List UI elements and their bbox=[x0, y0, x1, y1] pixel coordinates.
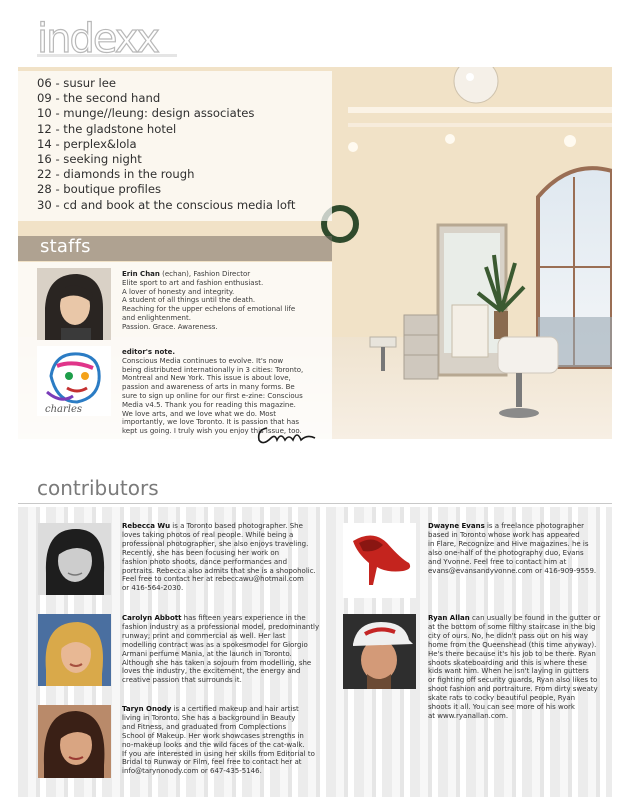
bio-line: and Yvonne. Feel free to contact him at bbox=[428, 557, 567, 566]
toc-item: 30 - cd and book at the conscious media loft bbox=[37, 197, 296, 212]
note-line: importantly, we love Toronto. It is passion that has bbox=[122, 418, 300, 427]
bio-line: based in Toronto whose work has appeared bbox=[428, 530, 580, 539]
bio-line: or fighting off security guards, Ryan also likes to bbox=[428, 676, 598, 685]
staffs-title: staffs bbox=[40, 236, 91, 257]
bio-line: in Flare, Recognize and Hive magazines. he is bbox=[428, 539, 589, 548]
ryan-allan-photo bbox=[343, 614, 416, 689]
bio-line: Reaching for the upper echelons of emotional life bbox=[122, 305, 296, 314]
toc-item: 06 - susur lee bbox=[37, 76, 117, 90]
bio-line: at www.ryanallan.com. bbox=[428, 711, 509, 720]
carolyn-abbott-photo bbox=[38, 614, 111, 686]
bio-line: and Fitness, and graduated from Complections bbox=[122, 722, 287, 731]
bio-line: is a certified makeup and hair artist bbox=[171, 705, 299, 713]
toc-item: 22 - diamonds in the rough bbox=[37, 167, 195, 182]
bio-carolyn-abbott bbox=[122, 614, 330, 685]
bio-rebecca-wu bbox=[122, 522, 330, 593]
erin-chan-name: Erin Chan bbox=[122, 270, 160, 278]
bio-line: A lover of honesty and integrity. bbox=[122, 287, 235, 296]
bio-line: kids want him. When he isn't laying in gutters bbox=[428, 667, 589, 676]
toc-item: 12 - the gladstone hotel bbox=[37, 121, 177, 136]
bio-line: modelling contract was as a spokesmodel for Giorgio bbox=[122, 640, 308, 649]
bio-dwayne-evans bbox=[428, 522, 609, 575]
bio-line: Although she has taken a sojourn from modelling, she bbox=[122, 658, 312, 667]
bio-line: skate rats to cocky beautiful people, Ryan bbox=[428, 694, 576, 703]
note-line: passion and awareness of arts in many forms. Be bbox=[122, 383, 295, 392]
bio-line: living in Toronto. She has a background in Beauty bbox=[122, 713, 296, 722]
bio-line: also one-half of the photography duo, Evans bbox=[428, 548, 584, 557]
bio-line: no-makeup looks and the wild faces of the cat-walk. bbox=[122, 740, 305, 749]
bio-line: city of ours. No, he didn't pass out on his way bbox=[428, 631, 588, 640]
contributor-name: Dwayne Evans bbox=[428, 522, 485, 530]
contributor-name: Carolyn Abbott bbox=[122, 614, 182, 622]
bio-line: Armani perfume Mania, at the launch in Toronto. bbox=[122, 649, 292, 658]
bio-line: loves the industry, the excitement, the energy and bbox=[122, 667, 301, 676]
bio-line: info@tarynonody.com or 647-435-5146. bbox=[122, 767, 262, 776]
note-line: Conscious Media continues to evolve. It's now bbox=[122, 356, 284, 365]
editors-note-heading: editor's note. bbox=[122, 348, 176, 356]
bio-line: Recently, she has been focusing her work on bbox=[122, 548, 280, 557]
dwayne-evans-photo bbox=[343, 523, 416, 598]
editors-note bbox=[122, 348, 330, 436]
bio-line: and enlightenment. bbox=[122, 313, 191, 322]
contributors-heading: contributors bbox=[37, 476, 159, 500]
taryn-onody-photo bbox=[38, 705, 111, 778]
rebecca-wu-photo bbox=[38, 523, 111, 595]
bio-taryn-onody bbox=[122, 705, 330, 776]
bio-line: A student of all things until the death. bbox=[122, 296, 256, 305]
bio-line: loves taking photos of real people. While being a bbox=[122, 530, 294, 539]
bio-line: runway; print and commercial as well. Her last bbox=[122, 631, 286, 640]
bio-line: shoots it all. You can see more of his work bbox=[428, 703, 575, 712]
bio-line: portraits. Rebecca also admits that she is a shopoholic. bbox=[122, 566, 316, 575]
toc-item: 10 - munge//leung: design associates bbox=[37, 106, 255, 121]
divider bbox=[18, 503, 612, 504]
toc-item: 09 - the second hand bbox=[37, 91, 161, 106]
bio-line: fashion photo shoots, dance performances and bbox=[122, 557, 288, 566]
bio-line: He's there because it's his job to be there. Ryan bbox=[428, 649, 596, 658]
bio-line: Bridal to Runway or Film, feel free to contact her at bbox=[122, 758, 302, 767]
bio-ryan-allan bbox=[428, 614, 609, 721]
bio-line: Elite sport to art and fashion enthusiast. bbox=[122, 278, 264, 287]
bio-line: School of Makeup. Her work showcases strengths in bbox=[122, 731, 304, 740]
note-line: Montreal and New York. This issue is about love, bbox=[122, 374, 291, 383]
bio-line: is a freelance photographer bbox=[484, 522, 585, 530]
erin-chan-photo bbox=[37, 268, 111, 340]
bio-line: shoot fashion and portraiture. From dirty sweaty bbox=[428, 685, 598, 694]
note-line: sure to sign up online for our first e-zine: Conscious bbox=[122, 391, 303, 400]
table-of-contents bbox=[37, 76, 295, 213]
bio-line: home from the Queenshead (this time anyway). bbox=[428, 640, 597, 649]
bio-line: or 416-564-2030. bbox=[122, 584, 184, 593]
bio-line: Feel free to contact her at rebeccawu@hotmail.com bbox=[122, 575, 304, 584]
svg-text:indexx: indexx bbox=[37, 16, 159, 62]
editor-illustration bbox=[37, 346, 111, 416]
note-line: being distributed internationally in 3 cities: Toronto, bbox=[122, 365, 304, 374]
note-line: We love arts, and we love what we do. Most bbox=[122, 409, 276, 418]
svg-text:charles: charles bbox=[45, 404, 83, 415]
editor-signature bbox=[255, 424, 317, 448]
contributor-name: Taryn Onody bbox=[122, 705, 172, 713]
contributor-name: Rebecca Wu bbox=[122, 522, 171, 530]
erin-chan-bio bbox=[122, 270, 327, 332]
bio-line: at the bottom of some filthy staircase in the big bbox=[428, 622, 596, 631]
note-line: Media v4.5. Thank you for reading this magazine. bbox=[122, 400, 296, 409]
bio-line: fashion industry as a professional model, predominantly bbox=[122, 622, 320, 631]
toc-item: 28 - boutique profiles bbox=[37, 182, 162, 197]
bio-line: professional photographer, she also enjoys traveling. bbox=[122, 539, 309, 548]
bio-line: evans@evansandyvonne.com or 416-909-9559. bbox=[428, 566, 597, 575]
bio-line: is a Toronto based photographer. She bbox=[170, 522, 303, 530]
bio-line: creative passion that surrounds it. bbox=[122, 676, 242, 685]
bio-line: Passion. Grace. Awareness. bbox=[122, 322, 218, 331]
contributor-name: Ryan Allan bbox=[428, 614, 470, 622]
note-line: kept us going. I truly wish you enjoy this issue, too. bbox=[122, 427, 302, 436]
toc-item: 14 - perplex&lola bbox=[37, 136, 137, 151]
toc-item: 16 - seeking night bbox=[37, 152, 142, 167]
bio-line: shoots skateboarding and this is where these bbox=[428, 658, 587, 667]
indexx-logo bbox=[37, 10, 177, 68]
bio-line: can usually be found in the gutter or bbox=[469, 614, 601, 622]
erin-chan-role: (echan), Fashion Director bbox=[159, 270, 251, 278]
bio-line: has fifteen years experience in the bbox=[181, 614, 306, 622]
bio-line: If you are interested in using her skills from Editorial to bbox=[122, 749, 315, 758]
